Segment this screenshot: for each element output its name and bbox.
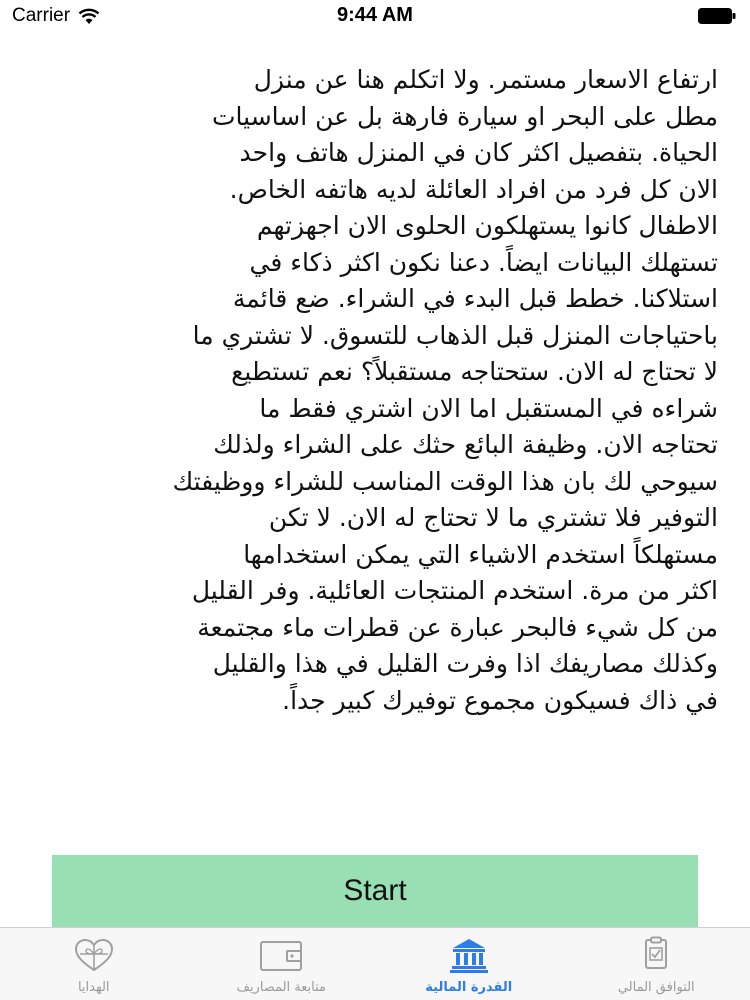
article-line: تستهلك البيانات ايضاً. دعنا نكون اكثر ذكاء في	[249, 247, 718, 277]
article-line: من كل شيء فالبحر عبارة عن قطرات ماء مجتمعة	[197, 612, 718, 642]
article-line: باحتياجات المنزل قبل الذهاب للتسوق. لا تشتري ما	[192, 320, 718, 350]
tab-gifts[interactable]	[0, 928, 188, 1000]
article-line: الحياة. بتفصيل اكثر كان في المنزل هاتف واحد	[239, 138, 718, 167]
tab-financial-capacity[interactable]	[375, 928, 563, 1000]
status-bar	[0, 0, 750, 30]
article-line: شراءه في المستقبل اما الان اشتري فقط ما	[259, 393, 718, 423]
article-line: سيوحي لك بان هذا الوقت المناسب للشراء ووظيفتك	[172, 466, 718, 496]
article-line: في ذاك فسيكون مجموع توفيرك كبير جداً.	[282, 685, 718, 715]
tab-label: التوافق المالي	[617, 980, 695, 995]
article-line: لا تحتاج له الان. ستحتاجه مستقبلاً؟ نعم تستطيع	[231, 357, 718, 386]
start-button[interactable]: Start	[52, 855, 698, 927]
tab-label: الهدايا	[77, 980, 110, 995]
carrier-label: Carrier	[12, 5, 71, 26]
tab-label: متابعة المصاريف	[236, 980, 326, 995]
article-line: مستهلكاً استخدم الاشياء التي يمكن استخدامها	[243, 539, 718, 569]
bank-icon	[445, 936, 493, 974]
battery-icon	[698, 8, 736, 24]
wallet-icon	[257, 936, 305, 974]
tab-expense-tracking[interactable]	[188, 928, 376, 1000]
article-line: الان كل فرد من افراد العائلة لديه هاتفه الخاص.	[229, 174, 718, 204]
article-line: اكثر من مرة. استخدم المنتجات العائلية. وفر القليل	[191, 576, 718, 605]
article-line: التوفير فلا تشتري ما لا تحتاج له الان. لا تكن	[268, 503, 718, 532]
gift-heart-icon	[70, 936, 118, 974]
article-line: ارتفاع الاسعار مستمر. ولا اتكلم هنا عن منزل	[253, 65, 718, 94]
article-line: وكذلك مصاريفك اذا وفرت القليل في هذا والقليل	[212, 649, 718, 678]
article-line: الاطفال كانوا يستهلكون الحلوى الان اجهزتهم	[256, 211, 718, 240]
article-line: تحتاجه الان. وظيفة البائع حثك على الشراء ولذلك	[213, 430, 718, 459]
tab-financial-compatibility[interactable]	[563, 928, 750, 1000]
status-time: 9:44 AM	[337, 4, 413, 26]
article-line: مطل على البحر او سيارة فارهة بل عن اساسيات	[212, 101, 718, 131]
tab-bar	[0, 927, 750, 1000]
article-text	[96, 62, 718, 719]
checklist-icon	[632, 936, 680, 974]
article-line: استلاكنا. خطط قبل البدء في الشراء. ضع قائمة	[232, 284, 718, 313]
tab-label: القدرة المالية	[425, 980, 513, 995]
